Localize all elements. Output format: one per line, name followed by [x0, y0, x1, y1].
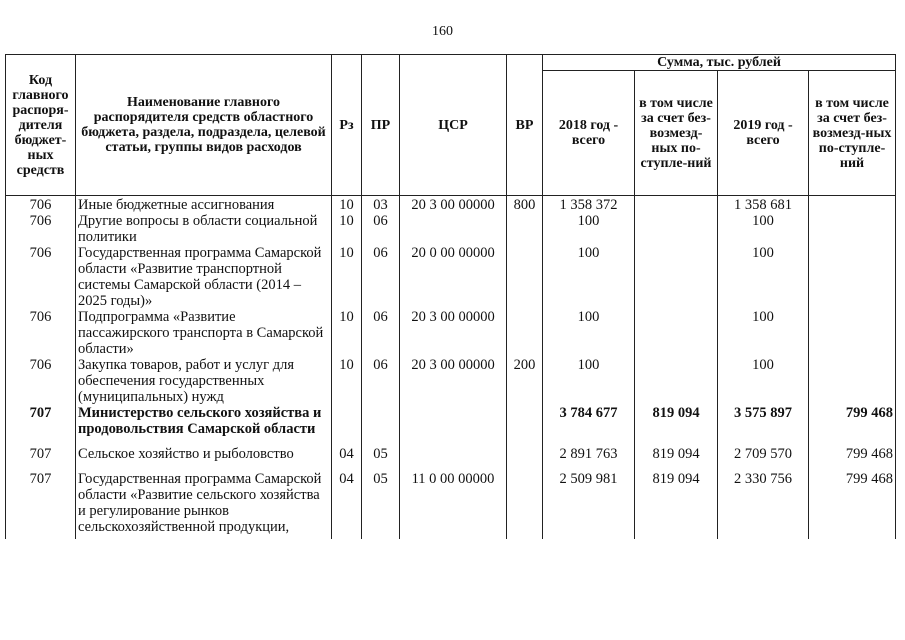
header-rz: Рз: [332, 55, 362, 196]
header-2019-free: в том числе за счет без-возмезд-ных по-ступле-ний: [809, 71, 896, 196]
cell-pr: 06: [362, 245, 400, 309]
header-code: Код главного распоря-дителя бюджет-ных средств: [6, 55, 76, 196]
cell-2018-free: 819 094: [635, 437, 718, 462]
cell-rz: 04: [332, 437, 362, 462]
cell-code: 707: [6, 437, 76, 462]
cell-name: Сельское хозяйство и рыболовство: [76, 437, 332, 462]
table-row: [6, 462, 896, 539]
cell-code: 706: [6, 213, 76, 245]
cell-pr: 06: [362, 357, 400, 405]
cell-vr: 200: [507, 357, 543, 405]
header-pr: ПР: [362, 55, 400, 196]
cell-2018-total: 100: [543, 245, 635, 309]
cell-vr: [507, 309, 543, 357]
cell-csr: 20 0 00 00000: [400, 245, 507, 309]
cell-2019-total: 2 709 570: [718, 437, 809, 462]
cell-2018-total: 100: [543, 357, 635, 405]
cell-code: 707: [6, 405, 76, 437]
cell-csr: [400, 405, 507, 437]
cell-rz: 10: [332, 213, 362, 245]
cell-2018-total: 2 509 981: [543, 462, 635, 539]
cell-pr: 06: [362, 213, 400, 245]
cell-rz: 10: [332, 357, 362, 405]
header-2018-total: 2018 год - всего: [543, 71, 635, 196]
budget-table: [5, 54, 896, 539]
cell-rz: 04: [332, 462, 362, 539]
cell-2019-free: 799 468: [809, 437, 896, 462]
table-row-ministry: [6, 405, 896, 437]
cell-csr: 20 3 00 00000: [400, 309, 507, 357]
cell-2018-free: [635, 357, 718, 405]
cell-pr: 05: [362, 437, 400, 462]
cell-csr: 11 0 00 00000: [400, 462, 507, 539]
page-number: 160: [432, 24, 453, 39]
cell-csr: 20 3 00 00000: [400, 196, 507, 214]
cell-2018-free: [635, 196, 718, 214]
cell-vr: [507, 462, 543, 539]
cell-2018-free: 819 094: [635, 405, 718, 437]
cell-2019-free: 799 468: [809, 405, 896, 437]
cell-2019-free: [809, 196, 896, 214]
table-row: [6, 196, 896, 214]
cell-name: Закупка товаров, работ и услуг для обеспечения государственных (муниципальных) нужд: [76, 357, 332, 405]
cell-name: Иные бюджетные ассигнования: [76, 196, 332, 214]
cell-name: Подпрограмма «Развитие пассажирского транспорта в Самарской области»: [76, 309, 332, 357]
cell-vr: [507, 213, 543, 245]
cell-pr: 06: [362, 309, 400, 357]
cell-rz: 10: [332, 309, 362, 357]
table-row: [6, 309, 896, 357]
cell-2019-free: 799 468: [809, 462, 896, 539]
cell-name: Государственная программа Самарской области «Развитие сельского хозяйства и регулирование рынков сельскохозяйственной продукции,: [76, 462, 332, 539]
cell-code: 706: [6, 196, 76, 214]
header-sum-title: Сумма, тыс. рублей: [543, 55, 896, 71]
table-row: [6, 357, 896, 405]
cell-csr: [400, 437, 507, 462]
header-csr: ЦСР: [400, 55, 507, 196]
cell-code: 707: [6, 462, 76, 539]
cell-code: 706: [6, 309, 76, 357]
header-vr: ВР: [507, 55, 543, 196]
cell-2019-total: 100: [718, 357, 809, 405]
cell-2019-free: [809, 213, 896, 245]
table-row: [6, 213, 896, 245]
cell-2019-total: 100: [718, 309, 809, 357]
cell-name: Государственная программа Самарской области «Развитие транспортной системы Самарской области (2014 – 2025 годы)»: [76, 245, 332, 309]
cell-2018-free: [635, 245, 718, 309]
cell-2019-free: [809, 357, 896, 405]
header-2019-total: 2019 год - всего: [718, 71, 809, 196]
cell-2018-total: 3 784 677: [543, 405, 635, 437]
cell-pr: 03: [362, 196, 400, 214]
cell-2019-total: 100: [718, 245, 809, 309]
table-row: [6, 437, 896, 462]
table-row: [6, 245, 896, 309]
cell-2019-total: 1 358 681: [718, 196, 809, 214]
cell-rz: 10: [332, 245, 362, 309]
cell-code: 706: [6, 357, 76, 405]
cell-name: Министерство сельского хозяйства и продовольствия Самарской области: [76, 405, 332, 437]
cell-csr: [400, 213, 507, 245]
cell-2018-free: [635, 309, 718, 357]
header-name: Наименование главного распорядителя средств областного бюджета, раздела, подраздела, целевой статьи, группы видов расходов: [76, 55, 332, 196]
cell-rz: 10: [332, 196, 362, 214]
header-2018-free: в том числе за счет без-возмезд-ных по-ступле-ний: [635, 71, 718, 196]
cell-vr: [507, 437, 543, 462]
cell-2018-total: 1 358 372: [543, 196, 635, 214]
cell-2018-total: 100: [543, 213, 635, 245]
cell-2019-free: [809, 309, 896, 357]
cell-2019-total: 2 330 756: [718, 462, 809, 539]
cell-vr: [507, 245, 543, 309]
cell-rz: [332, 405, 362, 437]
cell-2018-total: 100: [543, 309, 635, 357]
cell-2019-free: [809, 245, 896, 309]
cell-vr: [507, 405, 543, 437]
cell-2018-total: 2 891 763: [543, 437, 635, 462]
cell-2018-free: [635, 213, 718, 245]
cell-2018-free: 819 094: [635, 462, 718, 539]
cell-2019-total: 3 575 897: [718, 405, 809, 437]
cell-code: 706: [6, 245, 76, 309]
cell-csr: 20 3 00 00000: [400, 357, 507, 405]
cell-pr: [362, 405, 400, 437]
cell-vr: 800: [507, 196, 543, 214]
cell-pr: 05: [362, 462, 400, 539]
cell-name: Другие вопросы в области социальной политики: [76, 213, 332, 245]
cell-2019-total: 100: [718, 213, 809, 245]
